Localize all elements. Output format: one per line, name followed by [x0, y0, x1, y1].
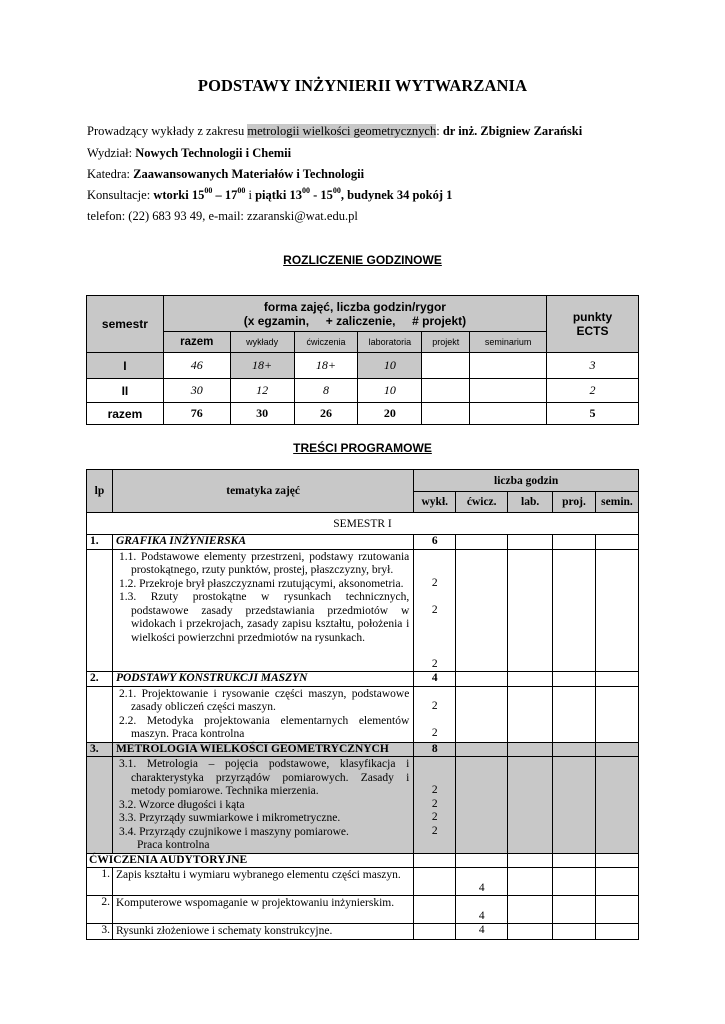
table-row: II 30 12 8 10 2	[87, 379, 639, 403]
program-heading: TREŚCI PROGRAMOWE	[293, 441, 432, 455]
col-semestr: semestr	[87, 296, 164, 353]
faculty-value: Nowych Technologii i Chemii	[135, 146, 292, 160]
col-ects: punkty ECTS	[547, 296, 639, 353]
col-wykl: wykł.	[414, 492, 456, 513]
department-line	[87, 167, 364, 182]
lecturer-name: dr inż. Zbigniew Zarański	[442, 124, 583, 138]
section-row: 2. PODSTAWY KONSTRUKCJI MASZYN 4	[87, 672, 639, 687]
col-semin: semin.	[595, 492, 638, 513]
department-label: Katedra:	[87, 167, 134, 181]
section-topics: 2.1. Projektowanie i rysowanie części maszyn, podstawowe zasady obliczeń części maszyn. 2.2. Metodyka projektowania elementarnych elementów maszyn. Praca kontrolna 2 2	[87, 686, 639, 742]
col-cwicz: ćwicz.	[456, 492, 508, 513]
contact-line: telefon: (22) 683 93 49, e-mail: zzaranski@wat.edu.pl	[87, 209, 358, 223]
col-hours: liczba godzin	[414, 470, 639, 492]
consultation-friday: piątki $13^{00} - 15^{00}$, budynek 34 pokój 1	[255, 186, 453, 202]
col-lp: lp	[87, 470, 113, 513]
semester-label: SEMESTR I	[87, 513, 639, 535]
sub-razem: razem	[163, 332, 230, 353]
table-row-total: razem 76 30 26 20 5	[87, 403, 639, 425]
document-title: PODSTAWY INŻYNIERII WYTWARZANIA	[197, 76, 528, 95]
lecturer-sep: :	[436, 124, 443, 138]
consultation-label: Konsultacje:	[87, 188, 154, 202]
exercises-header: ĆWICZENIA AUDYTORYJNE	[87, 853, 639, 868]
sub-cwiczenia: ćwiczenia	[294, 332, 358, 353]
col-topic: tematyka zajęć	[112, 470, 413, 513]
hours-heading: ROZLICZENIE GODZINOWE	[283, 253, 442, 267]
table-row: I 46 18+ 18+ 10 3	[87, 353, 639, 379]
consultation-and: i	[245, 188, 256, 202]
section-topics: 1.1. Podstawowe elementy przestrzeni, podstawy rzutowania prostokątnego, rzuty punktów, prostej, płaszczyzny, brył. 1.2. Przekroje brył płaszczyznami rzutującymi, aksonometria. 1.3. Rzuty prostokątne w rysunkach technicznych, podstawowe zasady przedstawiania przedmiotów w widokach i przekrojach, zasady zapisu kształtu, położenia i wielkości powierzchni przedmiotów na rysunkach. 2 2 2	[87, 549, 639, 672]
program-table	[86, 469, 639, 940]
lecturer-topic: metrologii wielkości geometrycznych	[247, 124, 437, 138]
department-value: Zaawansowanych Materiałów i Technologii	[133, 167, 365, 181]
section-topics-highlighted: 3.1. Metrologia – pojęcia podstawowe, klasyfikacja i charakterystyka przyrządów pomiarowych. Zasady i metody pomiarowe. Technika mierzenia. 3.2. Wzorce długości i kąta 3.3. Przyrządy suwmiarkowe i mikrometryczne. 3.4. Przyrządy czujnikowe i maszyny pomiarowe. Praca kontrolna 2 2 2 2	[87, 757, 639, 854]
consultation-tuesday: wtorki $15^{00} - 17^{00}$	[153, 186, 246, 202]
hours-table	[86, 295, 639, 425]
faculty-label: Wydział:	[87, 146, 136, 160]
col-form: forma zajęć, liczba godzin/rygor (x egzamin, + zaliczenie, # projekt)	[163, 296, 546, 332]
lecturer-prefix: Prowadzący wykłady z zakresu	[87, 124, 248, 138]
section-row-highlighted: 3. METROLOGIA WIELKOŚCI GEOMETRYCZNYCH 8	[87, 742, 639, 757]
exercise-row: 1. Zapis kształtu i wymiaru wybranego elementu części maszyn. 4	[87, 868, 639, 896]
col-lab: lab.	[508, 492, 553, 513]
sub-seminarium: seminarium	[470, 332, 547, 353]
exercise-row: 3. Rysunki złożeniowe i schematy konstrukcyjne. 4	[87, 924, 639, 940]
faculty-line	[87, 146, 291, 161]
exercise-row: 2. Komputerowe wspomaganie w projektowaniu inżynierskim. 4	[87, 896, 639, 924]
lecturer-line	[87, 124, 582, 139]
consultation-line	[87, 188, 452, 203]
section-row: 1. GRAFIKA INŻYNIERSKA 6	[87, 535, 639, 550]
sub-wyklady: wykłady	[230, 332, 294, 353]
col-proj: proj.	[553, 492, 596, 513]
sub-laboratoria: laboratoria	[358, 332, 422, 353]
sub-projekt: projekt	[422, 332, 470, 353]
